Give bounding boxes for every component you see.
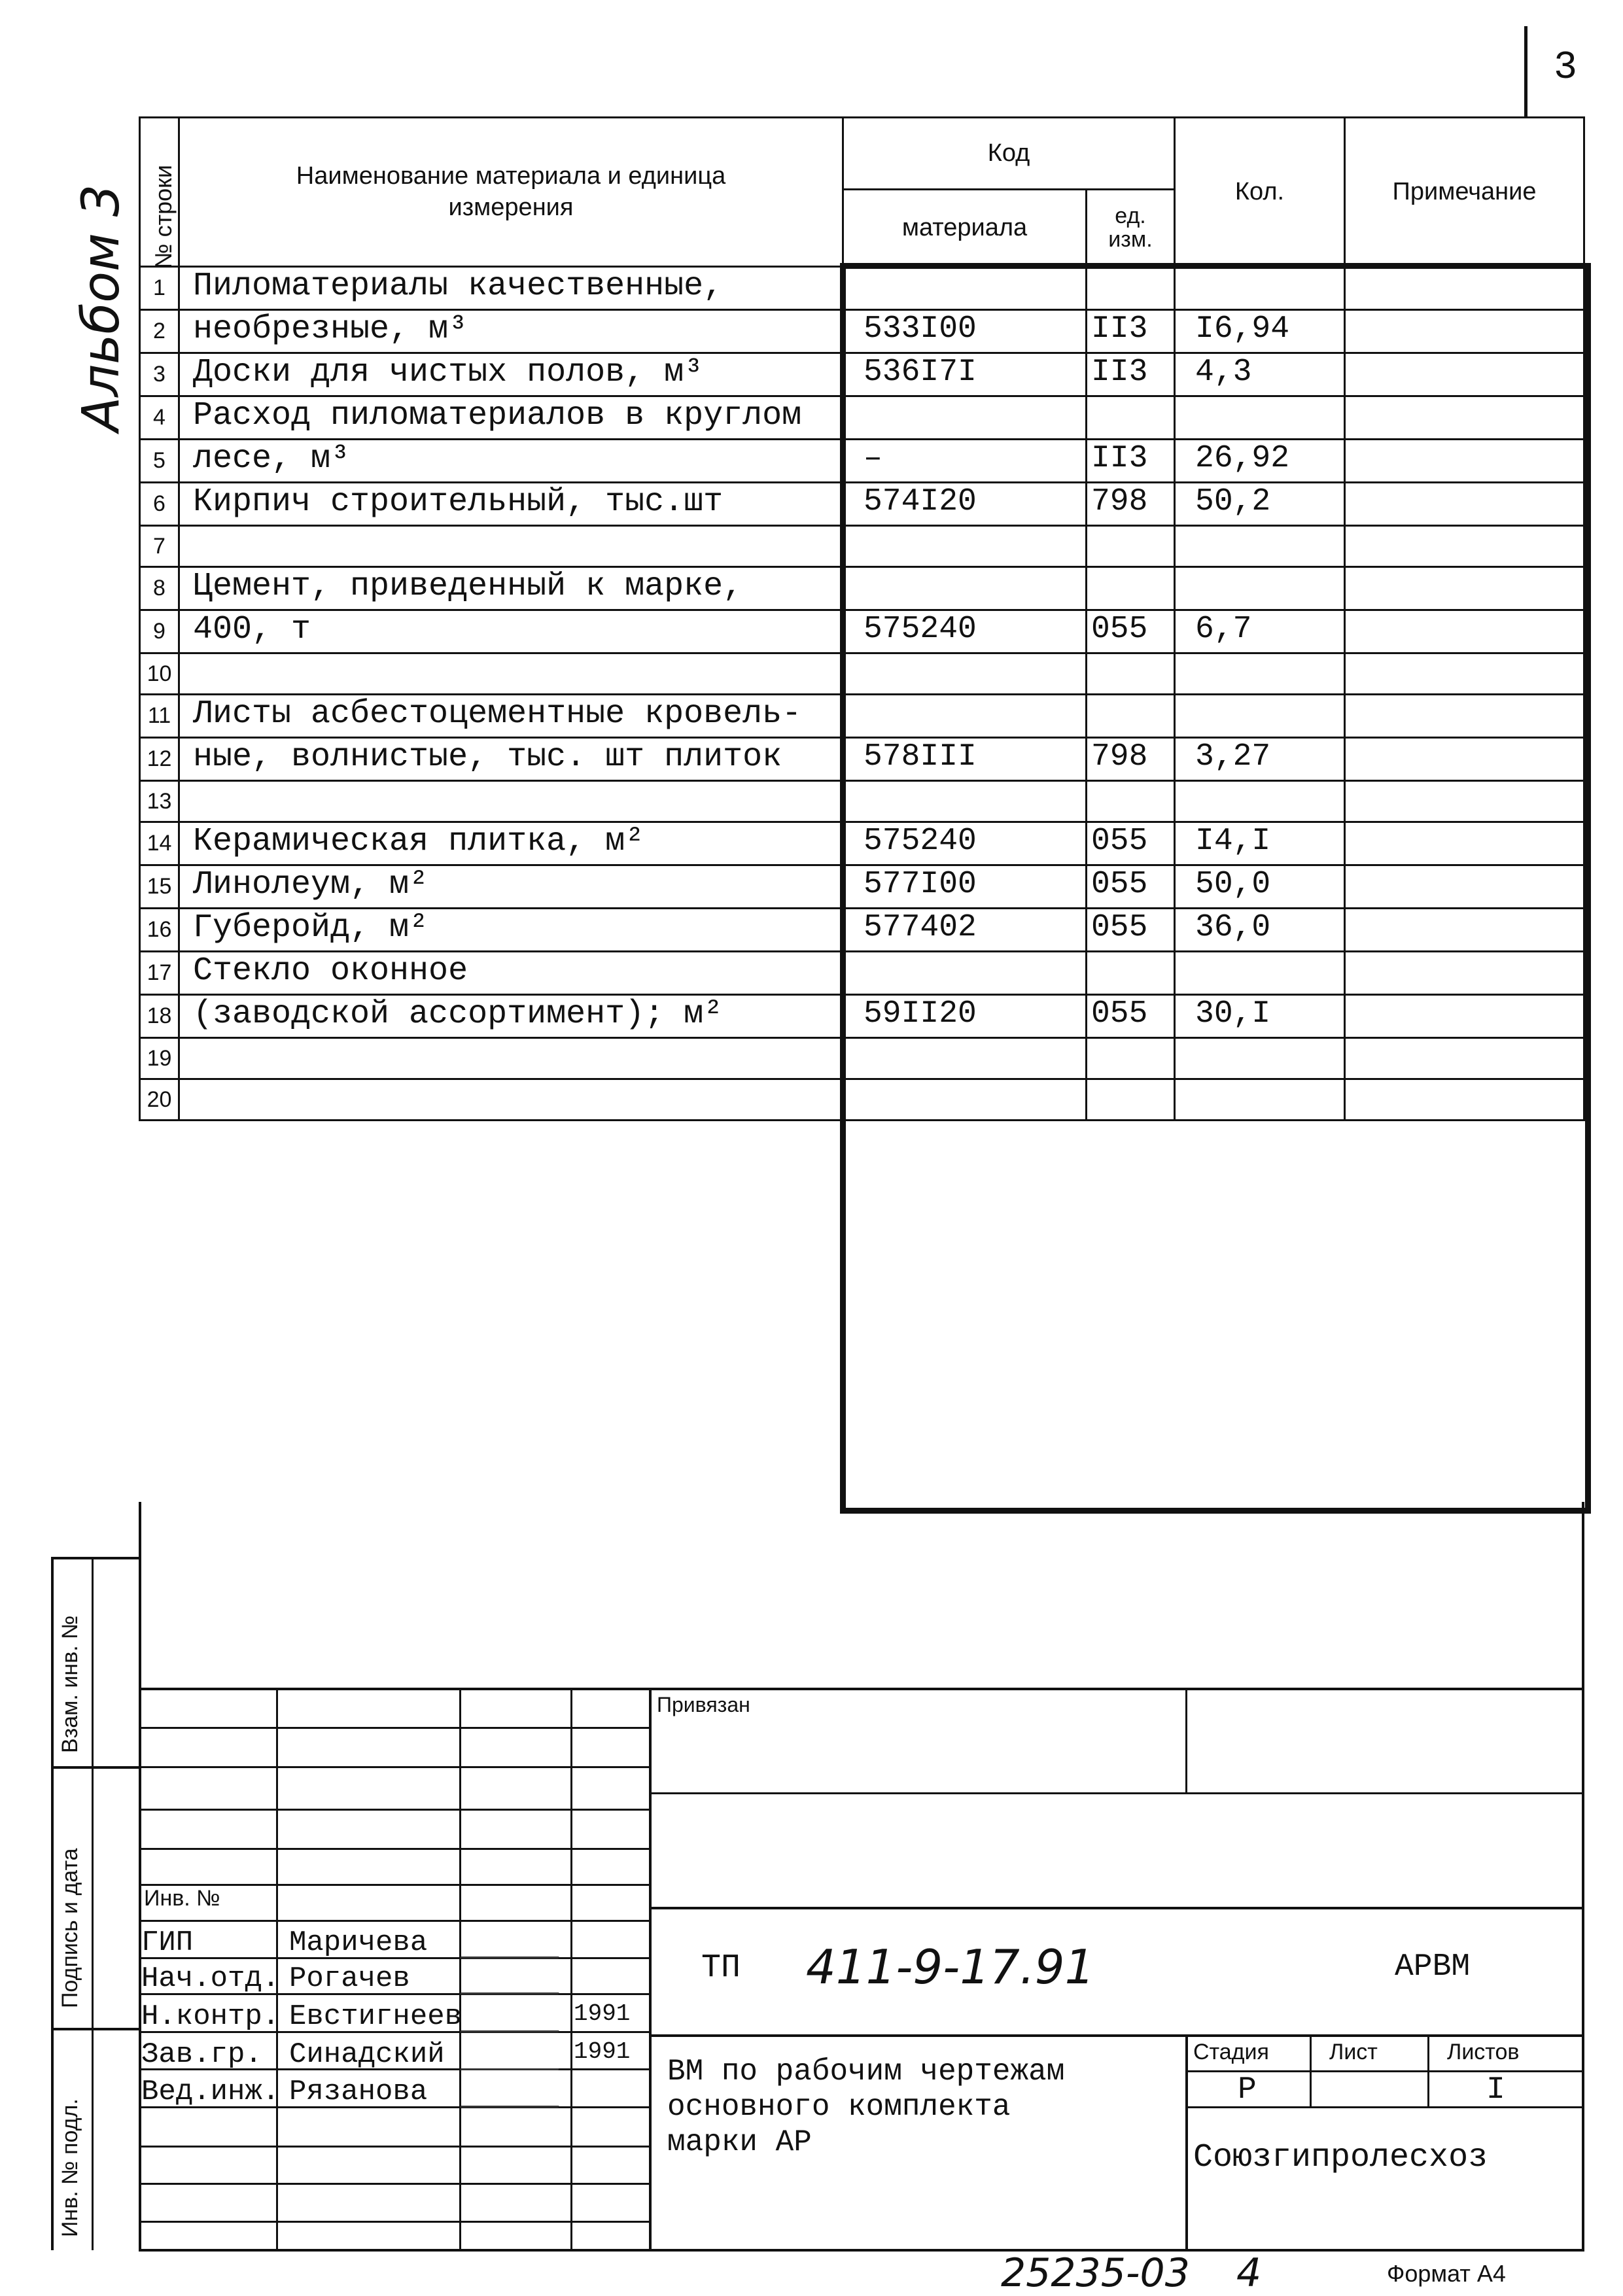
note xyxy=(1345,822,1584,865)
table-row xyxy=(140,526,1584,567)
tb-name-split xyxy=(1185,2034,1188,2250)
quantity xyxy=(1175,396,1345,440)
staff-role: Нач.отд. xyxy=(141,1962,280,1995)
privyazan-label: Привязан xyxy=(657,1693,750,1716)
tb-stage-col1 xyxy=(1310,2034,1312,2106)
tb-lrow3 xyxy=(139,1809,649,1811)
material-code: 575240 xyxy=(843,610,1087,653)
row-number: 15 xyxy=(140,865,179,909)
side-label-vzam: Взам. инв. № xyxy=(58,1615,82,1753)
row-number: 6 xyxy=(140,483,179,526)
table-row xyxy=(140,695,1584,738)
note xyxy=(1345,310,1584,353)
table-row xyxy=(140,781,1584,822)
material-code: 536I7I xyxy=(843,353,1087,396)
tb-stage-col2 xyxy=(1427,2034,1429,2106)
unit-code xyxy=(1087,952,1175,995)
inv-no-label: Инв. № xyxy=(144,1886,220,1911)
sheet-title-line-1: ВМ по рабочим чертежам xyxy=(667,2055,1065,2089)
unit-code: 055 xyxy=(1087,865,1175,909)
quantity xyxy=(1175,267,1345,310)
quantity: 50,0 xyxy=(1175,865,1345,909)
sheets-label: Листов xyxy=(1447,2040,1520,2064)
side-label-podpis: Подпись и дата xyxy=(58,1848,82,2008)
row-number: 1 xyxy=(140,267,179,310)
quantity: 30,I xyxy=(1175,995,1345,1038)
material-name: Стекло оконное xyxy=(179,952,843,995)
material-name: Керамическая плитка, м² xyxy=(179,822,843,865)
header-code-unit: ед. изм. xyxy=(1087,190,1175,267)
album-label: Альбом 3 xyxy=(72,184,131,432)
unit-code xyxy=(1087,526,1175,567)
tb-rrow1 xyxy=(649,1792,1584,1794)
tb-lrow4 xyxy=(139,1848,649,1850)
quantity: I6,94 xyxy=(1175,310,1345,353)
signature xyxy=(460,2077,569,2108)
material-name: ные, волнистые, тыс. шт плиток xyxy=(179,738,843,781)
row-number: 18 xyxy=(140,995,179,1038)
side-strip-sep1 xyxy=(51,1766,139,1769)
header-row-number-label: № строки xyxy=(150,164,177,269)
material-code xyxy=(843,526,1087,567)
table-row xyxy=(140,310,1584,353)
row-number: 10 xyxy=(140,653,179,695)
materials-table xyxy=(139,116,1585,1121)
material-code: 575240 xyxy=(843,822,1087,865)
quantity: 26,92 xyxy=(1175,440,1345,483)
quantity: 6,7 xyxy=(1175,610,1345,653)
note xyxy=(1345,353,1584,396)
tb-lrow1 xyxy=(139,1727,649,1729)
material-code xyxy=(843,267,1087,310)
tb-lrow12 xyxy=(139,2146,649,2148)
material-name: 400, т xyxy=(179,610,843,653)
side-strip-mid xyxy=(92,1557,94,2250)
material-code xyxy=(843,1079,1087,1121)
side-label-inv-podl: Инв. № подл. xyxy=(58,2098,82,2237)
unit-code: 055 xyxy=(1087,909,1175,952)
footer-doc-number: 25235-03 xyxy=(1001,2250,1190,2296)
material-code: 577402 xyxy=(843,909,1087,952)
material-name: Кирпич строительный, тыс.шт xyxy=(179,483,843,526)
header-qty: Кол. xyxy=(1175,118,1345,267)
table-row xyxy=(140,865,1584,909)
row-number: 3 xyxy=(140,353,179,396)
staff-name: Рогачев xyxy=(289,1962,410,1995)
row-number: 11 xyxy=(140,695,179,738)
material-code: 577I00 xyxy=(843,865,1087,909)
note xyxy=(1345,610,1584,653)
header-name: Наименование материала и единица измерения xyxy=(179,118,843,267)
quantity xyxy=(1175,1038,1345,1079)
side-strip-border xyxy=(51,1557,54,2250)
unit-code: 798 xyxy=(1087,483,1175,526)
side-strip-sep2 xyxy=(51,2028,139,2030)
material-name xyxy=(179,781,843,822)
sheets-value: I xyxy=(1486,2072,1505,2108)
table-row xyxy=(140,267,1584,310)
side-strip-top xyxy=(51,1557,139,1559)
table-row xyxy=(140,610,1584,653)
material-name: Расход пиломатериалов в круглом xyxy=(179,396,843,440)
tb-col3 xyxy=(570,1688,572,2250)
tb-rrow3 xyxy=(649,2034,1584,2037)
note xyxy=(1345,526,1584,567)
quantity xyxy=(1175,567,1345,610)
sheet-title-line-3: марки АР xyxy=(667,2125,812,2159)
footer-format: Формат А4 xyxy=(1387,2260,1506,2287)
material-code xyxy=(843,567,1087,610)
table-row xyxy=(140,1038,1584,1079)
unit-code: 798 xyxy=(1087,738,1175,781)
staff-role: Зав.гр. xyxy=(141,2038,262,2071)
note xyxy=(1345,695,1584,738)
material-code xyxy=(843,1038,1087,1079)
mark-code: АРВМ xyxy=(1395,1949,1471,1985)
row-number: 17 xyxy=(140,952,179,995)
material-code: 574I20 xyxy=(843,483,1087,526)
quantity xyxy=(1175,526,1345,567)
stage-value: Р xyxy=(1238,2072,1257,2108)
note xyxy=(1345,995,1584,1038)
header-code: Код xyxy=(843,118,1175,190)
row-number: 12 xyxy=(140,738,179,781)
note xyxy=(1345,440,1584,483)
material-code xyxy=(843,653,1087,695)
signature xyxy=(460,2002,569,2032)
material-code xyxy=(843,952,1087,995)
tb-top xyxy=(139,1688,1584,1690)
material-name: лесе, м³ xyxy=(179,440,843,483)
row-number: 13 xyxy=(140,781,179,822)
unit-code xyxy=(1087,1038,1175,1079)
organization: Союзгипролесхоз xyxy=(1193,2139,1488,2176)
note xyxy=(1345,653,1584,695)
staff-name: Маричева xyxy=(289,1926,428,1959)
note xyxy=(1345,738,1584,781)
quantity: 4,3 xyxy=(1175,353,1345,396)
project-number: 411-9-17.91 xyxy=(806,1939,1095,1994)
table-row xyxy=(140,738,1584,781)
material-code xyxy=(843,781,1087,822)
staff-role: ГИП xyxy=(141,1926,194,1959)
unit-code xyxy=(1087,695,1175,738)
material-code: – xyxy=(843,440,1087,483)
material-name: (заводской ассортимент); м² xyxy=(179,995,843,1038)
unit-code xyxy=(1087,267,1175,310)
material-name: Пиломатериалы качественные, xyxy=(179,267,843,310)
row-number: 2 xyxy=(140,310,179,353)
staff-date: 1991 xyxy=(574,2038,631,2065)
tp-label: ТП xyxy=(701,1949,741,1987)
table-row xyxy=(140,567,1584,610)
material-code: 533I00 xyxy=(843,310,1087,353)
header-row-number xyxy=(140,118,179,267)
quantity xyxy=(1175,952,1345,995)
page-number-divider xyxy=(1524,26,1527,118)
signature xyxy=(460,1964,569,1994)
tb-lrow13 xyxy=(139,2183,649,2185)
row-number: 16 xyxy=(140,909,179,952)
unit-code: 055 xyxy=(1087,610,1175,653)
note xyxy=(1345,483,1584,526)
staff-name: Евстигнеев xyxy=(289,2000,462,2033)
quantity xyxy=(1175,1079,1345,1121)
note xyxy=(1345,567,1584,610)
note xyxy=(1345,267,1584,310)
material-code: 578III xyxy=(843,738,1087,781)
material-name xyxy=(179,526,843,567)
material-name: Губеройд, м² xyxy=(179,909,843,952)
unit-code: II3 xyxy=(1087,310,1175,353)
quantity: I4,I xyxy=(1175,822,1345,865)
material-name: необрезные, м³ xyxy=(179,310,843,353)
tb-rrow2 xyxy=(649,1907,1584,1909)
header-code-material: материала xyxy=(843,190,1087,267)
row-number: 8 xyxy=(140,567,179,610)
table-row xyxy=(140,952,1584,995)
material-name xyxy=(179,653,843,695)
row-number: 9 xyxy=(140,610,179,653)
unit-code: II3 xyxy=(1087,440,1175,483)
tb-lrow6 xyxy=(139,1920,649,1922)
table-row xyxy=(140,1079,1584,1121)
quantity xyxy=(1175,781,1345,822)
material-name xyxy=(179,1079,843,1121)
staff-role: Вед.инж. xyxy=(141,2076,280,2108)
quantity xyxy=(1175,653,1345,695)
note xyxy=(1345,909,1584,952)
note xyxy=(1345,781,1584,822)
note xyxy=(1345,952,1584,995)
unit-code xyxy=(1087,396,1175,440)
note xyxy=(1345,865,1584,909)
note xyxy=(1345,396,1584,440)
note xyxy=(1345,1038,1584,1079)
note xyxy=(1345,1079,1584,1121)
stage-label: Стадия xyxy=(1193,2040,1269,2064)
quantity: 3,27 xyxy=(1175,738,1345,781)
unit-code: 055 xyxy=(1087,822,1175,865)
staff-name: Синадский xyxy=(289,2038,445,2071)
material-name: Листы асбестоцементные кровель- xyxy=(179,695,843,738)
material-code xyxy=(843,695,1087,738)
material-name: Доски для чистых полов, м³ xyxy=(179,353,843,396)
table-row xyxy=(140,909,1584,952)
tb-lrow2 xyxy=(139,1766,649,1768)
page-number: 3 xyxy=(1554,46,1578,90)
tb-lrow14 xyxy=(139,2221,649,2223)
material-code xyxy=(843,396,1087,440)
staff-role: Н.контр. xyxy=(141,2000,280,2033)
row-number: 20 xyxy=(140,1079,179,1121)
staff-name: Рязанова xyxy=(289,2076,428,2108)
tb-col2 xyxy=(459,1688,461,2250)
table-row xyxy=(140,822,1584,865)
table-row xyxy=(140,483,1584,526)
sheet-title-line-2: основного комплекта xyxy=(667,2090,1011,2124)
table-row xyxy=(140,653,1584,695)
row-number: 7 xyxy=(140,526,179,567)
quantity: 36,0 xyxy=(1175,909,1345,952)
table-row xyxy=(140,353,1584,396)
signature xyxy=(460,1928,569,1958)
sheet-label: Лист xyxy=(1329,2040,1378,2064)
material-name xyxy=(179,1038,843,1079)
quantity xyxy=(1175,695,1345,738)
header-note: Примечание xyxy=(1345,118,1584,267)
unit-code: II3 xyxy=(1087,353,1175,396)
footer-copy-number: 4 xyxy=(1236,2250,1262,2296)
row-number: 14 xyxy=(140,822,179,865)
unit-code: 055 xyxy=(1087,995,1175,1038)
table-row xyxy=(140,440,1584,483)
material-code: 59II20 xyxy=(843,995,1087,1038)
tb-privyazan-split xyxy=(1185,1688,1187,1792)
unit-code xyxy=(1087,1079,1175,1121)
staff-date: 1991 xyxy=(574,2000,631,2027)
sheet-title xyxy=(667,2054,1064,2160)
tb-col4 xyxy=(649,1688,652,2250)
table-row xyxy=(140,396,1584,440)
unit-code xyxy=(1087,567,1175,610)
material-name: Линолеум, м² xyxy=(179,865,843,909)
title-block xyxy=(139,1688,1584,2250)
unit-code xyxy=(1087,653,1175,695)
signature xyxy=(460,2040,569,2070)
table-row xyxy=(140,995,1584,1038)
row-number: 4 xyxy=(140,396,179,440)
quantity: 50,2 xyxy=(1175,483,1345,526)
row-number: 19 xyxy=(140,1038,179,1079)
row-number: 5 xyxy=(140,440,179,483)
unit-code xyxy=(1087,781,1175,822)
material-name: Цемент, приведенный к марке, xyxy=(179,567,843,610)
